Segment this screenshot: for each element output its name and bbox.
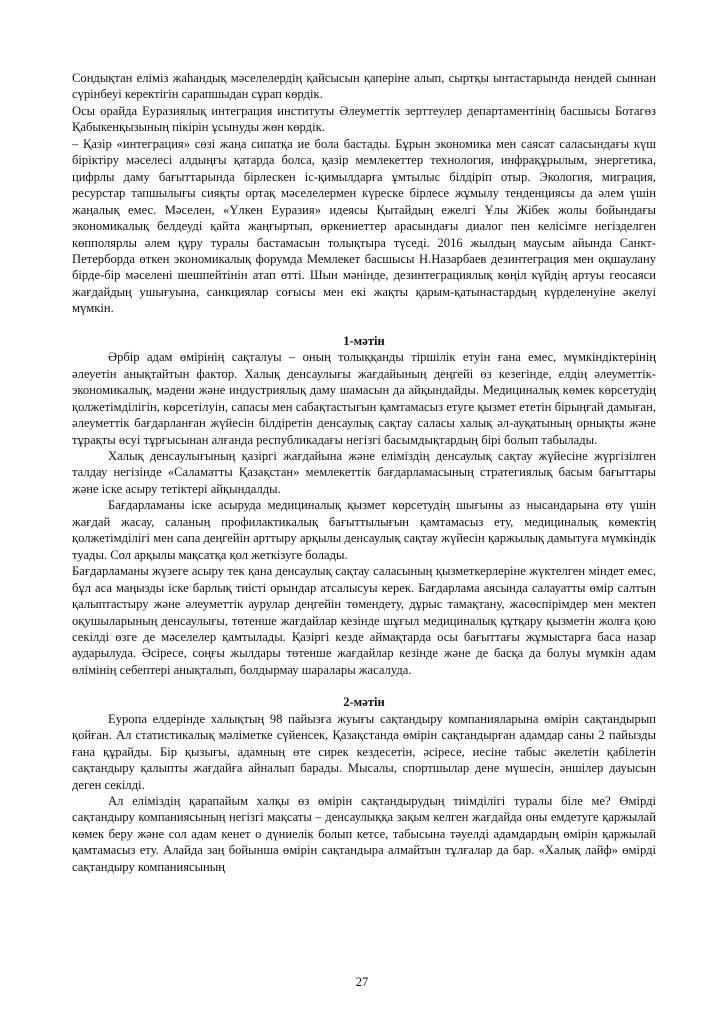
text2-heading: 2-мәтін <box>343 695 385 710</box>
text1-paragraph-3: Бағдарламаны іске асыруда медициналық қызмет көрсетудің шығыны аз нысандарына өту үшін жағдай жасау, саланың профилактикалық бағыттылығын қамтамасыз ету, медициналық көмектің қолжетімділігі мен сапа деңгейін арттыру арқылы денсаулық сақтау жүйесін қаржылық дамытуға мүмкіндік туады. Сол арқылы мақсатқа қол жеткізуге болады. <box>72 498 656 562</box>
page-number: 27 <box>355 975 369 989</box>
text1-heading: 1-мәтін <box>343 333 385 348</box>
text1-paragraph-4: Бағдарламаны жүзеге асыру тек қана денсаулық сақтау саласының қызметкерлеріне жүктелген міндет емес, бұл аса маңызды іске барлық тиісті орындар атсалысуы керек. Бағдарлама аясында салауатты өмір салтын қалыптастыру және әлеуметтік аурулар деңгейін төмендету, дұрыс тамақтану, жасөспірімдер мен мектеп оқушыларының денсаулығы, төтенше жағдайлар кезінде шұғыл медициналық құтқару қызметін жолға қою секілді өзге де мәселелер қамтылады. Қазіргі кезде аймақтарда осы бағыттағы жұмыстарға баса назар аударылуда. Әсіресе, соңғы жылдары төтенше жағдайлар кезінде және де басқа да болуы мүмкін адам өлімінің себептері анықталып, болдырмау шаралары жасалуда. <box>72 564 656 677</box>
text2-paragraph-2: Ал еліміздің қарапайым халқы өз өмірін сақтандырудың тиімділігі туралы біле ме? Өмірді сақтандыру компаниясының негізгі мақсаты – денсаулыққа зақым келген жағдайда оны емдетуге қаржылай көмек беру және сол адам кенет о дүниелік болып кетсе, табысына тәуелді адамдардың өмірін қаржылай қамтамасыз ету. Алайда заң бойынша өмірін сақтандыра алмайтын тұлғалар да бар. «Халық лайф» өмірді сақтандыру компаниясының <box>72 794 656 874</box>
text2-paragraph-1: Еуропа елдерінде халықтың 98 пайызға жуығы сақтандыру компанияларына өмірін сақтандырып қойған. Ал статистикалық мәліметке сүйенсек, Қазақстанда өмірін сақтандырған адамдар саны 2 пайызды ғана құрайды. Бір қызығы, адамның өте сирек кездесетін, әсіресе, иесіне табыс әкелетін қабілетін сақтандыру қалыпты жағдайға айналып барады. Мысалы, спортшылар дене мүшесін, әншілер дауысын деген секілді. <box>72 711 656 792</box>
intro-paragraph-1: Сондықтан еліміз жаһандық мәселелердің қайсысын қаперіне алып, сыртқы ынтастарында нендей сыннан сүрінбеуі керектігін сарапшыдан сұрап көрдік. <box>72 71 656 102</box>
text1-paragraph-2: Халық денсаулығының қазіргі жағдайына және еліміздің денсаулық сақтау жүйесіне жүргізілген талдау негізінде «Саламатты Қазақстан» мемлекеттік бағдарламасының стратегиялық басым бағыттары және іске асыру тетіктері айқындалды. <box>72 448 656 496</box>
document-page <box>72 70 656 875</box>
intro-paragraph-2: Осы орайда Еуразиялық интеграция институты Әлеуметтік зерттеулер департаментінің басшысы Ботагөз Қабыкенқызының пікірін ұсынуды жөн көрдік. <box>72 103 656 135</box>
intro-paragraph-3: – Қазір «интеграция» сөзі жаңа сипатқа ие бола бастады. Бұрын экономика мен саясат саласындағы күш біріктіру мәселесі алдыңғы қатарда болса, қазір мемлекеттер технология, инфрақұрылым, энергетика, цифрлы даму бағыттарында бірлескен іс-қимылдарға ұмтылыс білдіріп отыр. Экология, миграция, ресурстар тапшылығы сияқты ортақ мәселелермен күреске бірлесе жұмылу тенденциясы да әлем үшін жаңалық емес. Мәселен, «Үлкен Еуразия» идеясы Қытайдың ежелгі Ұлы Жібек жолы бойындағы экономикалық белдеуді қайта жаңғыртып, өркениеттер арасындағы диалог пен келісімге негізделген көпполярлы әлем құру туралы бастамасын толықтыра түседі. 2016 жылдың маусым айында Санкт-Петерборда өткен экономикалық форумда Мемлекет басшысы Н.Назарбаев дезинтеграция мен оқшаулану бірде-бір мәселені шешпейтінін атап өтті. Шын мәнінде, дезинтеграциялық көңіл күйдің артуы геосаяси жағдайдың ушығуына, санкциялар соғысы мен екі жақты қарым-қатынастардың күрделенуіне әкелуі мүмкін. <box>72 136 656 316</box>
text1-paragraph-1: Әрбір адам өмірінің сақталуы – оның толыққанды тіршілік етуін ғана емес, мүмкіндіктерінің әлеуетін анықтайтын фактор. Халық денсаулығы жағдайының деңгейі өз кезегінде, елдің әлеуметтік-экономикалық, мәдени және индустриялық даму шамасын да айқындайды. Медициналық көмек көрсетудің қолжетімділігін, көрсетілуін, сапасы мен сабақтастығын қамтамасыз етуге қызмет ететін бірыңғай дамыған, әлеуметтік бағдарланған жүйесін білдіретін денсаулық сақтау саласы халық әл-ауқатының орнықты және тұрақты өсуі тұрғысынан алғанда республикадағы негізгі басымдықтардың бірі болып табылады. <box>72 350 656 447</box>
